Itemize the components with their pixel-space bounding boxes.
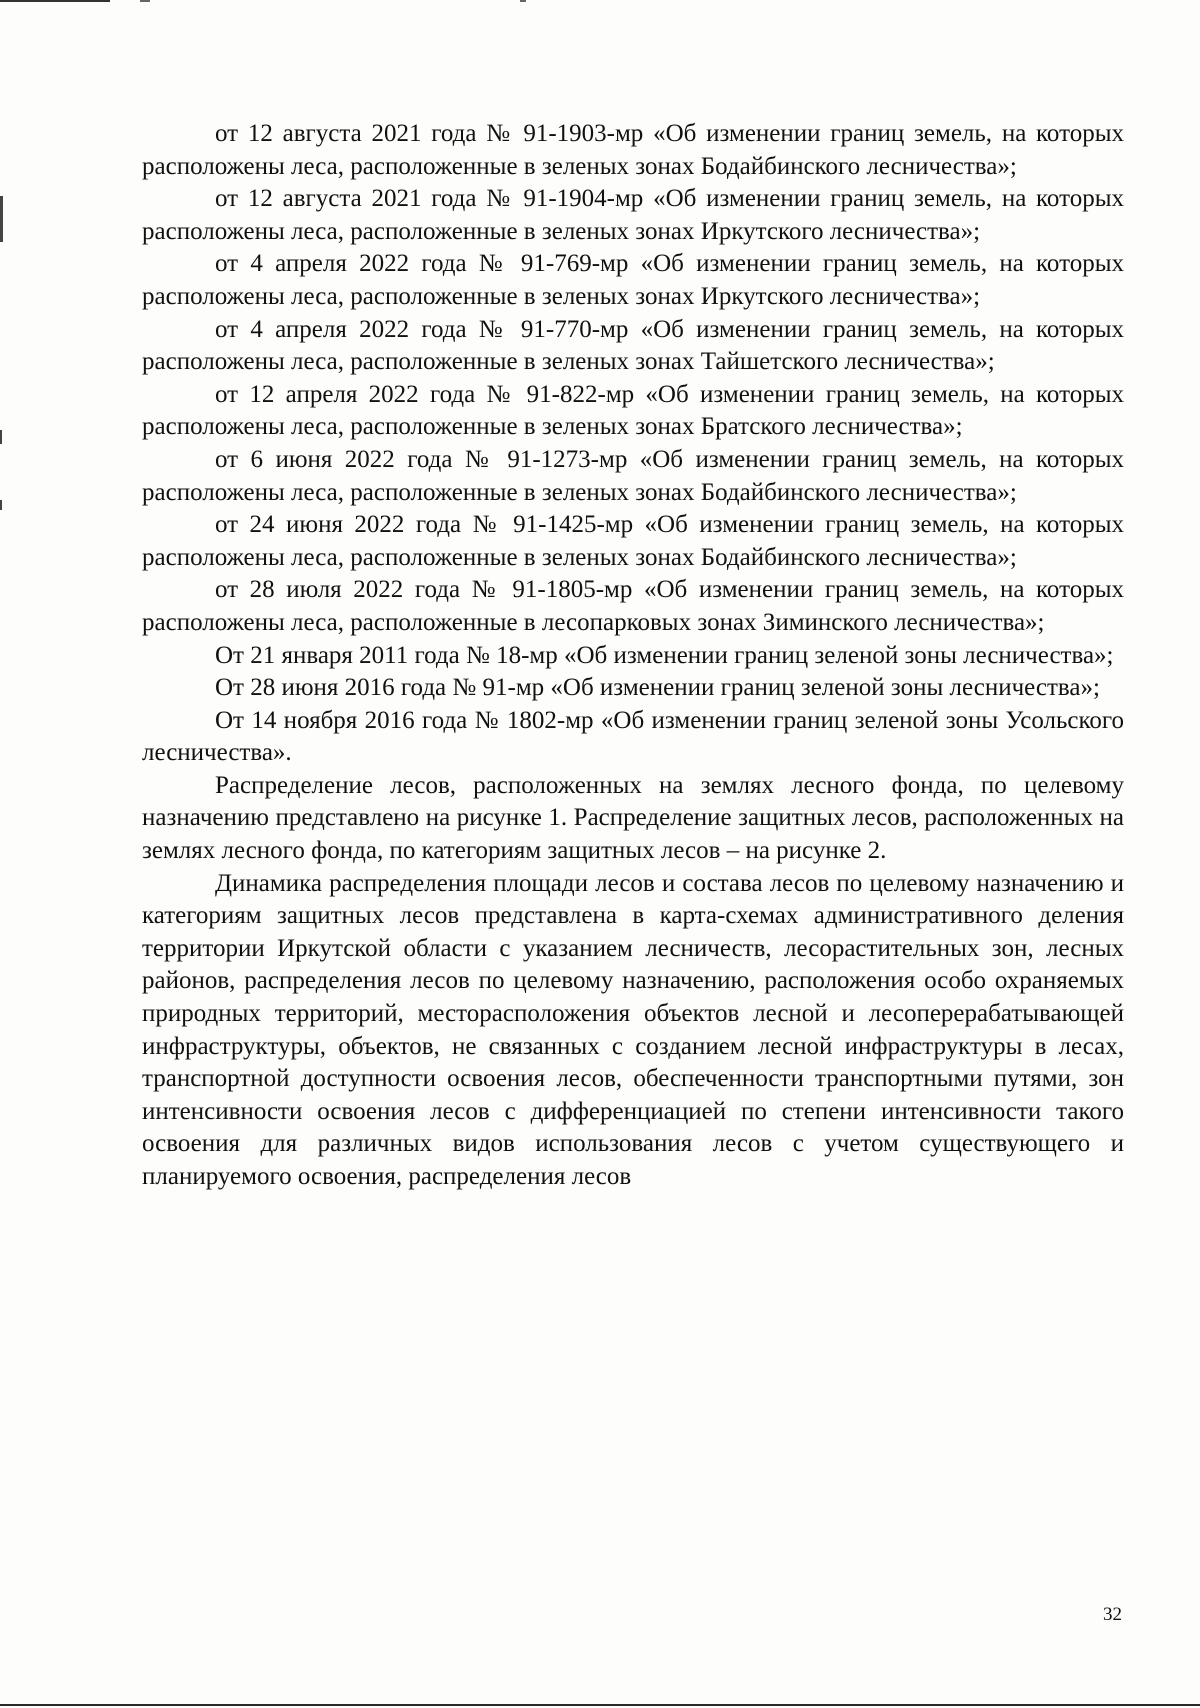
scan-edge-bottom (0, 1704, 1200, 1706)
paragraph-order-769: от 4 апреля 2022 года № 91-769-мр «Об изменении границ земель, на которых расположены леса, расположенные в зеленых зонах Иркутского лесничества»; (142, 250, 1124, 310)
margin-scan-mark (0, 196, 3, 242)
scan-speck (140, 0, 150, 2)
page-number: 32 (1103, 1604, 1122, 1625)
paragraph-order-1805: от 28 июля 2022 года № 91-1805-мр «Об изменении границ земель, на которых расположены леса, расположенные в лесопарковых зонах Зиминского лесничества»; (142, 576, 1124, 636)
margin-scan-mark (0, 500, 2, 510)
paragraph-order-1903: от 12 августа 2021 года № 91-1903-мр «Об изменении границ земель, на которых расположены леса, расположенные в зеленых зонах Бодайбинского лесничества»; (142, 120, 1124, 180)
paragraph-distribution: Распределение лесов, расположенных на землях лесного фонда, по целевому назначению представлено на рисунке 1. Распределение защитных лесов, расположенных на землях лесного фонда, по категориям защитных лесов – на рисунке 2. (142, 771, 1124, 865)
paragraph-order-1904: от 12 августа 2021 года № 91-1904-мр «Об изменении границ земель, на которых расположены леса, расположенные в зеленых зонах Иркутского лесничества»; (142, 185, 1124, 245)
scan-edge-top (0, 0, 110, 2)
paragraph-order-18: От 21 января 2011 года № 18-мр «Об изменении границ зеленой зоны лесничества»; (215, 641, 1114, 669)
paragraph-order-91: От 28 июня 2016 года № 91-мр «Об изменении границ зеленой зоны лесничества»; (215, 674, 1100, 702)
margin-scan-mark (0, 430, 2, 444)
paragraph-order-770: от 4 апреля 2022 года № 91-770-мр «Об изменении границ земель, на которых расположены леса, расположенные в зеленых зонах Тайшетского лесничества»; (142, 315, 1124, 376)
scan-speck (520, 0, 526, 2)
paragraph-order-822: от 12 апреля 2022 года № 91-822-мр «Об изменении границ земель, на которых расположены леса, расположенные в зеленых зонах Братского лесничества»; (142, 380, 1124, 441)
document-body (142, 118, 1124, 1194)
paragraph-dynamics: Динамика распределения площади лесов и состава лесов по целевому назначению и категориям защитных лесов представлена в карта-схемах административного деления территории Иркутской области с указанием лесничеств, лесорастительных зон, лесных районов, распределения лесов по целевому назначению, расположения особо охраняемых природных территорий, месторасположения объектов лесной и лесоперерабатывающей инфраструктуры, объектов, не связанных с созданием лесной инфраструктуры в лесах, транспортной доступности освоения лесов, обеспеченности транспортными путями, зон интенсивности освоения лесов с дифференциацией по степени интенсивности такого освоения для различных видов использования лесов с учетом существующего и планируемого освоения, распределения лесов (142, 869, 1124, 1190)
paragraph-order-1273: от 6 июня 2022 года № 91-1273-мр «Об изменении границ земель, на которых расположены леса, расположенные в зеленых зонах Бодайбинского лесничества»; (142, 445, 1124, 506)
paragraph-order-1802: От 14 ноября 2016 года № 1802-мр «Об изменении границ зеленой зоны Усольского лесничества». (142, 706, 1124, 767)
paragraph-order-1425: от 24 июня 2022 года № 91-1425-мр «Об изменении границ земель, на которых расположены леса, расположенные в зеленых зонах Бодайбинского лесничества»; (142, 511, 1124, 571)
